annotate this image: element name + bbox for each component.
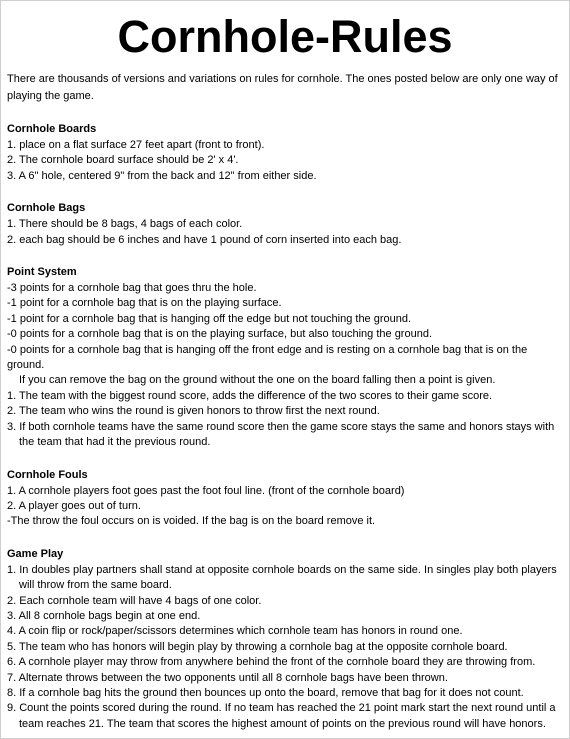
section-0	[7, 121, 563, 184]
section-heading: Game Play	[7, 547, 64, 560]
rule-item: 8. If a cornhole bag hits the ground then bounces up onto the board, remove that bag for it does not count.	[7, 686, 524, 699]
rule-item: 1. There should be 8 bags, 4 bags of each color.	[7, 218, 243, 231]
rule-item: 1. The team with the biggest round score, adds the difference of the two scores to their game score.	[7, 389, 493, 402]
rule-item: 5. The team who has honors will begin play by throwing a cornhole bag at the opposite cornhole board.	[7, 640, 508, 653]
rule-item: 2. A player goes out of turn.	[7, 499, 141, 512]
rule-item: 3. If both cornhole teams have the same round score then the game score stays the same and honors stays with	[7, 420, 555, 433]
rule-item: 1. place on a flat surface 27 feet apart (front to front).	[7, 139, 265, 151]
rule-list	[7, 563, 563, 732]
rule-item: 2. Each cornhole team will have 4 bags of one color.	[7, 594, 262, 607]
section-2	[7, 264, 563, 450]
rule-item: 6. A cornhole player may throw from anywhere behind the front of the cornhole board they are throwing from.	[7, 656, 536, 669]
rule-item-continuation: team reaches 21. The team that scores the highest amount of points on the previous round will have honors.	[19, 717, 546, 730]
rule-item: -1 point for a cornhole bag that is hanging off the edge but not touching the ground.	[7, 312, 412, 325]
rule-item: 3. All 8 cornhole bags begin at one end.	[7, 609, 201, 622]
intro-paragraph: There are thousands of versions and variations on rules for cornhole. The ones posted below are only one way of playing the game.	[7, 73, 558, 102]
rule-item: -1 point for a cornhole bag that is on the playing surface.	[7, 297, 282, 310]
rule-item: 2. each bag should be 6 inches and have 1 pound of corn inserted into each bag.	[7, 233, 402, 246]
rule-item: -0 points for a cornhole bag that is hanging off the front edge and is resting on a cornhole bag that is on the ground.	[7, 343, 528, 372]
rule-item: -The throw the foul occurs on is voided. If the bag is on the board remove it.	[7, 515, 376, 528]
section-heading: Point System	[7, 266, 77, 279]
rule-item: -0 points for a cornhole bag that is on the playing surface, but also touching the ground.	[7, 328, 432, 341]
rule-item-continuation: the team that had it the previous round.	[19, 436, 211, 449]
rule-list	[7, 484, 563, 530]
rule-list	[7, 138, 563, 184]
section-heading: Cornhole Fouls	[7, 468, 88, 481]
rule-item: 1. A cornhole players foot goes past the foot foul line. (front of the cornhole board)	[7, 484, 405, 497]
rule-list	[7, 217, 563, 248]
section-4	[7, 546, 563, 732]
rule-item: 3. A 6" hole, centered 9" from the back and 12" from either side.	[7, 169, 317, 182]
rule-item-continuation: If you can remove the bag on the ground without the one on the board falling then a point is given.	[19, 374, 496, 387]
rule-item: -3 points for a cornhole bag that goes thru the hole.	[7, 282, 257, 295]
rule-item: 4. A coin flip or rock/paper/scissors determines which cornhole team has honors in round one.	[7, 625, 463, 638]
section-heading: Cornhole Bags	[7, 202, 86, 215]
page-title: Cornhole-Rules	[117, 11, 453, 62]
rule-item: 7. Alternate throws between the two opponents until all 8 cornhole bags have been thrown.	[7, 671, 448, 684]
rule-item: 1. In doubles play partners shall stand at opposite cornhole boards on the same side. In singles play both players	[7, 563, 557, 576]
rule-item: 2. The team who wins the round is given honors to throw first the next round.	[7, 405, 380, 418]
section-1	[7, 200, 563, 248]
rule-list	[7, 281, 563, 450]
rule-item-continuation: will throw from the same board.	[19, 579, 172, 592]
rule-item: 2. The cornhole board surface should be 2' x 4'.	[7, 154, 239, 167]
section-heading: Cornhole Boards	[7, 123, 97, 135]
rules-sections	[7, 121, 563, 732]
section-3	[7, 467, 563, 530]
rule-item: 9. Count the points scored during the round. If no team has reached the 21 point mark start the next round until a	[7, 702, 556, 715]
